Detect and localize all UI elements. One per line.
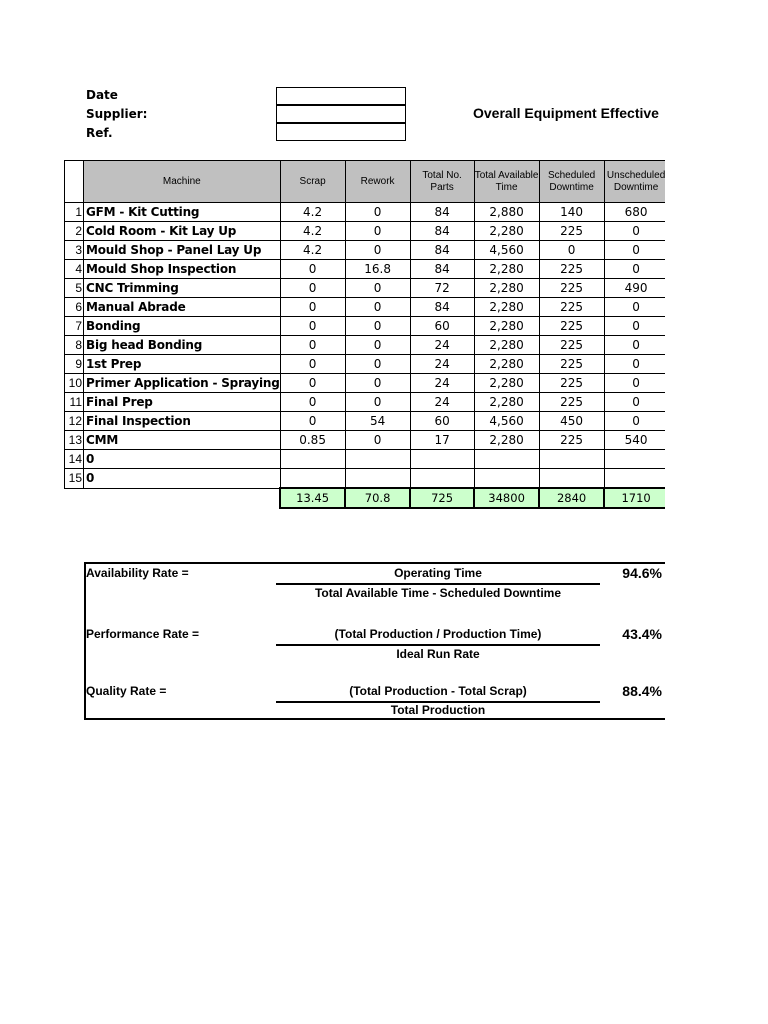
sched-cell[interactable] — [539, 469, 604, 489]
machine-cell[interactable]: Bonding — [84, 317, 281, 336]
unsched-cell[interactable]: 0 — [604, 393, 668, 412]
date-field[interactable] — [276, 87, 406, 105]
avail-cell[interactable]: 2,280 — [474, 336, 539, 355]
machine-cell[interactable]: Big head Bonding — [84, 336, 281, 355]
avail-cell[interactable]: 2,280 — [474, 279, 539, 298]
parts-cell[interactable]: 17 — [410, 431, 474, 450]
parts-cell[interactable]: 84 — [410, 298, 474, 317]
scrap-cell[interactable]: 0 — [280, 374, 345, 393]
column-header-scrap: Scrap — [280, 161, 345, 203]
rework-cell[interactable]: 0 — [345, 241, 410, 260]
date-label: Date — [86, 88, 118, 102]
machine-cell[interactable]: Mould Shop - Panel Lay Up — [84, 241, 281, 260]
avail-cell[interactable]: 2,280 — [474, 374, 539, 393]
parts-cell[interactable]: 84 — [410, 241, 474, 260]
rework-cell[interactable]: 0 — [345, 336, 410, 355]
table-row — [65, 450, 669, 469]
machine-cell[interactable]: GFM - Kit Cutting — [84, 203, 281, 222]
row-number: 1 — [65, 203, 84, 222]
quality-rate-value: 88.4% — [622, 683, 662, 699]
unsched-cell[interactable] — [604, 469, 668, 489]
page-edge — [665, 0, 768, 1024]
scrap-cell[interactable] — [280, 469, 345, 489]
total-scrap: 13.45 — [280, 488, 345, 508]
sched-cell[interactable]: 225 — [539, 336, 604, 355]
row-number: 10 — [65, 374, 84, 393]
avail-cell[interactable]: 2,280 — [474, 393, 539, 412]
avail-cell[interactable] — [474, 450, 539, 469]
row-number: 5 — [65, 279, 84, 298]
scrap-cell[interactable]: 0 — [280, 317, 345, 336]
parts-cell[interactable]: 24 — [410, 355, 474, 374]
unsched-cell[interactable] — [604, 450, 668, 469]
scrap-cell[interactable]: 4.2 — [280, 241, 345, 260]
parts-cell[interactable]: 60 — [410, 412, 474, 431]
supplier-label: Supplier: — [86, 107, 148, 121]
parts-cell[interactable]: 24 — [410, 336, 474, 355]
row-number: 12 — [65, 412, 84, 431]
scrap-cell[interactable]: 0 — [280, 298, 345, 317]
table-row — [65, 336, 669, 355]
machine-cell[interactable]: CMM — [84, 431, 281, 450]
table-row — [65, 374, 669, 393]
column-header-scheduled-downtime: Scheduled Downtime — [539, 161, 604, 203]
row-number: 13 — [65, 431, 84, 450]
row-number: 9 — [65, 355, 84, 374]
parts-cell[interactable]: 84 — [410, 260, 474, 279]
table-row — [65, 298, 669, 317]
totals-spacer — [84, 488, 281, 508]
sched-cell[interactable]: 225 — [539, 317, 604, 336]
avail-cell[interactable]: 2,280 — [474, 355, 539, 374]
total-rework: 70.8 — [345, 488, 410, 508]
column-header-total-available-time: Total Available Time — [474, 161, 539, 203]
availability-numerator: Operating Time — [394, 566, 482, 580]
column-header-machine: Machine — [84, 161, 281, 203]
page-title: Overall Equipment Effective — [473, 105, 659, 121]
unsched-cell[interactable]: 0 — [604, 336, 668, 355]
avail-cell[interactable]: 2,280 — [474, 317, 539, 336]
table-row — [65, 203, 669, 222]
availability-rate-value: 94.6% — [622, 565, 662, 581]
supplier-field[interactable] — [276, 105, 406, 123]
totals-spacer — [65, 488, 84, 508]
table-row — [65, 222, 669, 241]
column-header-rework: Rework — [345, 161, 410, 203]
table-row — [65, 412, 669, 431]
parts-cell[interactable]: 84 — [410, 222, 474, 241]
avail-cell[interactable]: 2,280 — [474, 260, 539, 279]
sched-cell[interactable]: 225 — [539, 222, 604, 241]
rework-cell[interactable]: 0 — [345, 355, 410, 374]
table-row — [65, 469, 669, 489]
row-number: 4 — [65, 260, 84, 279]
index-column-header — [65, 161, 84, 203]
machine-cell[interactable]: CNC Trimming — [84, 279, 281, 298]
row-number: 3 — [65, 241, 84, 260]
machine-cell[interactable]: Mould Shop Inspection — [84, 260, 281, 279]
performance-rate-value: 43.4% — [622, 626, 662, 642]
table-row — [65, 393, 669, 412]
parts-cell[interactable]: 60 — [410, 317, 474, 336]
table-row — [65, 260, 669, 279]
avail-cell[interactable]: 2,280 — [474, 431, 539, 450]
total-avail: 34800 — [474, 488, 539, 508]
ref-field[interactable] — [276, 123, 406, 141]
sched-cell[interactable]: 225 — [539, 279, 604, 298]
scrap-cell[interactable]: 0 — [280, 412, 345, 431]
avail-cell[interactable]: 4,560 — [474, 241, 539, 260]
row-number: 6 — [65, 298, 84, 317]
unsched-cell[interactable]: 0 — [604, 412, 668, 431]
unsched-cell[interactable]: 490 — [604, 279, 668, 298]
machine-cell[interactable]: Final Inspection — [84, 412, 281, 431]
rework-cell[interactable] — [345, 450, 410, 469]
scrap-cell[interactable]: 0.85 — [280, 431, 345, 450]
parts-cell[interactable]: 24 — [410, 374, 474, 393]
rework-cell[interactable]: 0 — [345, 374, 410, 393]
unsched-cell[interactable]: 0 — [604, 241, 668, 260]
avail-cell[interactable]: 2,280 — [474, 222, 539, 241]
quality-numerator: (Total Production - Total Scrap) — [349, 684, 527, 698]
sched-cell[interactable]: 225 — [539, 260, 604, 279]
table-row — [65, 431, 669, 450]
unsched-cell[interactable]: 0 — [604, 298, 668, 317]
quality-rate-label: Quality Rate = — [86, 684, 167, 698]
performance-rate-label: Performance Rate = — [86, 627, 200, 641]
avail-cell[interactable] — [474, 469, 539, 489]
table-header-row — [65, 161, 669, 203]
scrap-cell[interactable]: 0 — [280, 393, 345, 412]
scrap-cell[interactable] — [280, 450, 345, 469]
performance-numerator: (Total Production / Production Time) — [334, 627, 542, 641]
parts-cell[interactable]: 84 — [410, 203, 474, 222]
rework-cell[interactable]: 0 — [345, 431, 410, 450]
rework-cell[interactable]: 0 — [345, 317, 410, 336]
total-parts: 725 — [410, 488, 474, 508]
row-number: 7 — [65, 317, 84, 336]
scrap-cell[interactable]: 0 — [280, 279, 345, 298]
sched-cell[interactable]: 450 — [539, 412, 604, 431]
avail-cell[interactable]: 2,280 — [474, 298, 539, 317]
sched-cell[interactable]: 0 — [539, 241, 604, 260]
scrap-cell[interactable]: 0 — [280, 355, 345, 374]
machine-cell[interactable]: 1st Prep — [84, 355, 281, 374]
unsched-cell[interactable]: 0 — [604, 260, 668, 279]
availability-rate-label: Availability Rate = — [86, 566, 189, 580]
machine-cell[interactable]: Manual Abrade — [84, 298, 281, 317]
quality-denominator: Total Production — [390, 703, 486, 717]
sched-cell[interactable]: 225 — [539, 298, 604, 317]
sched-cell[interactable]: 225 — [539, 393, 604, 412]
unsched-cell[interactable]: 0 — [604, 374, 668, 393]
total-unsched: 1710 — [604, 488, 668, 508]
performance-denominator: Ideal Run Rate — [396, 647, 480, 661]
oee-table — [64, 160, 669, 509]
parts-cell[interactable]: 72 — [410, 279, 474, 298]
scrap-cell[interactable]: 0 — [280, 260, 345, 279]
machine-cell[interactable]: Final Prep — [84, 393, 281, 412]
table-row — [65, 241, 669, 260]
machine-cell[interactable]: 0 — [84, 450, 281, 469]
row-number: 2 — [65, 222, 84, 241]
column-header-total-parts: Total No. Parts — [410, 161, 474, 203]
sched-cell[interactable]: 140 — [539, 203, 604, 222]
machine-cell[interactable]: 0 — [84, 469, 281, 489]
machine-cell[interactable]: Cold Room - Kit Lay Up — [84, 222, 281, 241]
scrap-cell[interactable]: 4.2 — [280, 203, 345, 222]
row-number: 14 — [65, 450, 84, 469]
rework-cell[interactable]: 0 — [345, 298, 410, 317]
unsched-cell[interactable]: 0 — [604, 222, 668, 241]
sched-cell[interactable]: 225 — [539, 355, 604, 374]
row-number: 15 — [65, 469, 84, 489]
table-row — [65, 279, 669, 298]
parts-cell[interactable] — [410, 469, 474, 489]
rework-cell[interactable]: 0 — [345, 393, 410, 412]
rework-cell[interactable]: 16.8 — [345, 260, 410, 279]
row-number: 11 — [65, 393, 84, 412]
avail-cell[interactable]: 2,880 — [474, 203, 539, 222]
unsched-cell[interactable]: 0 — [604, 355, 668, 374]
table-row — [65, 317, 669, 336]
column-header-unscheduled-downtime: Unscheduled Downtime — [604, 161, 668, 203]
availability-denominator: Total Available Time - Scheduled Downtime — [314, 586, 562, 600]
unsched-cell[interactable]: 0 — [604, 317, 668, 336]
avail-cell[interactable]: 4,560 — [474, 412, 539, 431]
row-number: 8 — [65, 336, 84, 355]
performance-fraction-line — [276, 644, 600, 646]
rework-cell[interactable] — [345, 469, 410, 489]
sched-cell[interactable]: 225 — [539, 431, 604, 450]
parts-cell[interactable] — [410, 450, 474, 469]
parts-cell[interactable]: 24 — [410, 393, 474, 412]
sched-cell[interactable]: 225 — [539, 374, 604, 393]
rework-cell[interactable]: 0 — [345, 279, 410, 298]
rework-cell[interactable]: 0 — [345, 203, 410, 222]
total-sched: 2840 — [539, 488, 604, 508]
machine-cell[interactable]: Primer Application - Spraying — [84, 374, 281, 393]
ref-label: Ref. — [86, 126, 113, 140]
sched-cell[interactable] — [539, 450, 604, 469]
scrap-cell[interactable]: 4.2 — [280, 222, 345, 241]
totals-row — [65, 488, 669, 508]
rework-cell[interactable]: 0 — [345, 222, 410, 241]
unsched-cell[interactable]: 540 — [604, 431, 668, 450]
rework-cell[interactable]: 54 — [345, 412, 410, 431]
table-row — [65, 355, 669, 374]
scrap-cell[interactable]: 0 — [280, 336, 345, 355]
availability-fraction-line — [276, 583, 600, 585]
unsched-cell[interactable]: 680 — [604, 203, 668, 222]
